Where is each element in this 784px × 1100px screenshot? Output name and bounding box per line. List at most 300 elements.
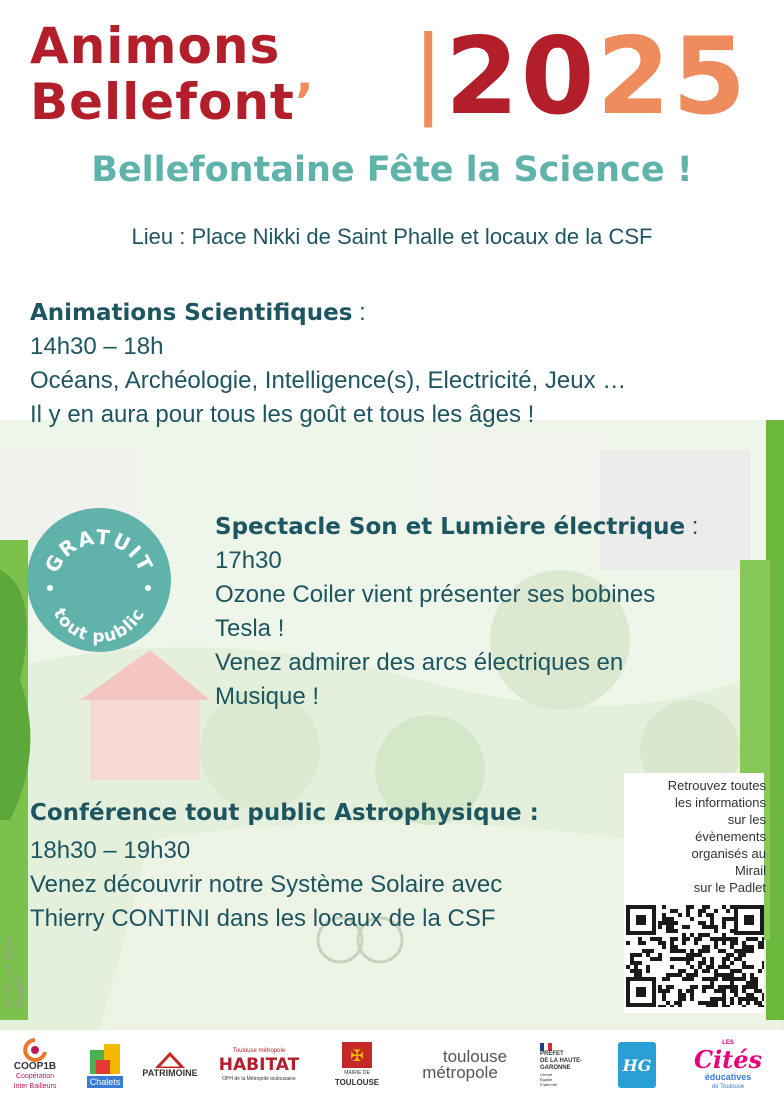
qr-module bbox=[694, 969, 698, 973]
spectacle-line-4: Musique ! bbox=[215, 683, 320, 710]
qr-module bbox=[710, 913, 714, 917]
logo-text-animons: Animons bbox=[30, 17, 281, 75]
qr-module bbox=[730, 941, 734, 945]
page-subtitle: Bellefontaine Fête la Science ! bbox=[91, 150, 693, 190]
qr-module bbox=[718, 997, 722, 1001]
qr-module bbox=[690, 957, 694, 961]
qr-module bbox=[718, 985, 722, 989]
qr-module bbox=[714, 937, 718, 941]
qr-module bbox=[706, 1001, 710, 1005]
qr-module bbox=[746, 937, 750, 941]
svg-text:✠: ✠ bbox=[350, 1046, 364, 1065]
qr-module bbox=[666, 985, 670, 989]
qr-module bbox=[714, 969, 718, 973]
qr-module bbox=[698, 965, 702, 969]
qr-module bbox=[702, 905, 706, 909]
qr-module bbox=[758, 941, 762, 945]
qr-module bbox=[746, 949, 750, 953]
qr-module bbox=[666, 917, 670, 921]
qr-module bbox=[678, 989, 682, 993]
qr-module bbox=[730, 977, 734, 981]
qr-module bbox=[710, 961, 714, 965]
qr-module bbox=[726, 909, 730, 913]
qr-module bbox=[642, 949, 646, 953]
qr-module bbox=[758, 945, 762, 949]
qr-module bbox=[722, 965, 726, 969]
qr-module bbox=[706, 977, 710, 981]
prefet-line-2: DE LA HAUTE- bbox=[540, 1058, 583, 1064]
qr-module bbox=[706, 949, 710, 953]
spectacle-line-3: Venez admirer des arcs électriques en bbox=[215, 649, 624, 676]
section-spectacle-title bbox=[215, 510, 698, 544]
qr-module bbox=[690, 985, 694, 989]
qr-module bbox=[734, 993, 738, 997]
qr-module bbox=[666, 929, 670, 933]
qr-module bbox=[686, 937, 690, 941]
qr-module bbox=[726, 973, 730, 977]
qr-module bbox=[698, 949, 702, 953]
qr-module bbox=[686, 989, 690, 993]
qr-module bbox=[754, 977, 758, 981]
qr-module bbox=[638, 973, 642, 977]
qr-module bbox=[666, 977, 670, 981]
qr-module bbox=[670, 965, 674, 969]
qr-module bbox=[678, 1005, 682, 1007]
qr-module bbox=[730, 985, 734, 989]
qr-module bbox=[726, 957, 730, 961]
spectacle-line-2: Tesla ! bbox=[215, 615, 285, 642]
qr-module bbox=[742, 1005, 746, 1007]
qr-module bbox=[654, 937, 658, 941]
qr-module bbox=[698, 933, 702, 937]
qr-module bbox=[742, 961, 746, 965]
qr-module bbox=[638, 937, 642, 941]
qr-module bbox=[722, 925, 726, 929]
qr-module bbox=[638, 969, 642, 973]
qr-module bbox=[686, 905, 690, 909]
qr-module bbox=[734, 969, 738, 973]
qr-module bbox=[682, 957, 686, 961]
qr-module bbox=[670, 921, 674, 925]
padlet-line-2: les informations bbox=[674, 795, 766, 810]
conference-title: Conférence tout public Astrophysique : bbox=[30, 800, 539, 826]
qr-module bbox=[634, 953, 638, 957]
qr-module bbox=[682, 949, 686, 953]
qr-module bbox=[710, 965, 714, 969]
qr-module bbox=[658, 1005, 662, 1007]
qr-module bbox=[722, 937, 726, 941]
qr-module bbox=[742, 953, 746, 957]
qr-module bbox=[658, 953, 662, 957]
padlet-line-5: organisés au bbox=[691, 846, 766, 861]
animations-title-text: Animations Scientifiques bbox=[30, 300, 353, 326]
qr-module bbox=[686, 909, 690, 913]
qr-module bbox=[678, 957, 682, 961]
partner-toulouse-metropole bbox=[400, 1030, 520, 1100]
habitat-top-label: Toulouse métropole bbox=[232, 1048, 286, 1054]
qr-module bbox=[738, 969, 742, 973]
logo-apostrophe: ’ bbox=[294, 73, 315, 131]
qr-module bbox=[698, 937, 702, 941]
padlet-line-4: évènements bbox=[695, 829, 766, 844]
qr-module bbox=[730, 981, 734, 985]
qr-module bbox=[734, 937, 738, 941]
section-spectacle bbox=[215, 510, 698, 714]
qr-module bbox=[670, 1005, 674, 1007]
qr-module bbox=[742, 997, 746, 1001]
qr-module bbox=[714, 1005, 718, 1007]
habitat-sub: OPH de la Métropole toulousaine bbox=[222, 1076, 296, 1082]
qr-module bbox=[722, 973, 726, 977]
qr-module bbox=[666, 1001, 670, 1005]
qr-module bbox=[714, 929, 718, 933]
qr-module bbox=[650, 957, 654, 961]
credit-line-2: AUGAT bbox=[15, 977, 25, 1008]
patrimoine-name: PATRIMOINE bbox=[142, 1068, 198, 1078]
qr-module bbox=[706, 969, 710, 973]
qr-module bbox=[662, 921, 666, 925]
qr-module bbox=[678, 997, 682, 1001]
qr-module bbox=[750, 965, 754, 969]
qr-module bbox=[734, 989, 738, 993]
qr-module bbox=[734, 985, 738, 989]
qr-module bbox=[738, 977, 742, 981]
qr-module bbox=[714, 909, 718, 913]
qr-module bbox=[662, 977, 666, 981]
qr-module bbox=[682, 993, 686, 997]
qr-module bbox=[634, 973, 638, 977]
qr-module bbox=[742, 973, 746, 977]
qr-module bbox=[730, 937, 734, 941]
qr-module bbox=[722, 905, 726, 909]
qr-module bbox=[750, 981, 754, 985]
free-entry-badge bbox=[27, 508, 171, 652]
qr-module bbox=[682, 941, 686, 945]
illustration-credit bbox=[4, 935, 26, 1007]
qr-module bbox=[706, 945, 710, 949]
chalets-name: Chalets bbox=[87, 1076, 124, 1088]
qr-module bbox=[734, 957, 738, 961]
partner-chalets bbox=[82, 1030, 128, 1100]
qr-module bbox=[638, 961, 642, 965]
qr-module bbox=[694, 985, 698, 989]
badge-dot-left bbox=[47, 585, 53, 591]
qr-module bbox=[710, 957, 714, 961]
qr-module bbox=[722, 949, 726, 953]
qr-module bbox=[690, 953, 694, 957]
qr-module bbox=[718, 937, 722, 941]
qr-module bbox=[702, 945, 706, 949]
spectacle-title-colon: : bbox=[685, 513, 699, 540]
qr-module bbox=[722, 961, 726, 965]
qr-module bbox=[714, 973, 718, 977]
qr-module bbox=[682, 969, 686, 973]
qr-module bbox=[670, 949, 674, 953]
qr-module bbox=[722, 985, 726, 989]
logo-text-bellefont: Bellefont bbox=[30, 73, 295, 131]
qr-module bbox=[722, 1005, 726, 1007]
partner-logos-bar bbox=[0, 1030, 784, 1100]
cites-title: Cités bbox=[693, 1045, 763, 1074]
qr-module bbox=[698, 909, 702, 913]
qr-module bbox=[694, 941, 698, 945]
qr-module bbox=[730, 973, 734, 977]
qr-module bbox=[678, 949, 682, 953]
qr-module bbox=[758, 989, 762, 993]
partner-cites-educatives bbox=[676, 1030, 780, 1100]
qr-module bbox=[718, 989, 722, 993]
qr-module bbox=[746, 993, 750, 997]
qr-module bbox=[706, 1005, 710, 1007]
qr-module bbox=[750, 977, 754, 981]
qr-module bbox=[734, 941, 738, 945]
qr-module bbox=[634, 969, 638, 973]
partner-mairie-toulouse bbox=[324, 1030, 390, 1100]
qr-module bbox=[730, 997, 734, 1001]
qr-module bbox=[686, 913, 690, 917]
qr-module bbox=[666, 921, 670, 925]
qr-module bbox=[630, 969, 634, 973]
qr-module bbox=[662, 913, 666, 917]
qr-module bbox=[722, 977, 726, 981]
qr-module bbox=[714, 1001, 718, 1005]
qr-module bbox=[630, 961, 634, 965]
qr-module bbox=[730, 989, 734, 993]
qr-module bbox=[754, 985, 758, 989]
qr-module bbox=[738, 997, 742, 1001]
coop1b-name: COOP1B bbox=[13, 1061, 57, 1072]
qr-module bbox=[626, 965, 630, 969]
conference-line-2: Thierry CONTINI dans les locaux de la CSF bbox=[30, 905, 496, 932]
year-part-red: 20 bbox=[445, 15, 597, 138]
hg-logo bbox=[618, 1042, 656, 1088]
qr-module bbox=[690, 989, 694, 993]
prefet-line-6: Fraternité bbox=[540, 1082, 558, 1087]
qr-module bbox=[750, 937, 754, 941]
qr-module bbox=[670, 973, 674, 977]
padlet-line-7: sur le Padlet bbox=[693, 880, 766, 895]
section-animations bbox=[30, 296, 626, 432]
prefet-line-1: PRÉFET bbox=[540, 1051, 564, 1057]
qr-module bbox=[722, 989, 726, 993]
qr-module bbox=[642, 941, 646, 945]
qr-module bbox=[702, 949, 706, 953]
qr-module bbox=[722, 1001, 726, 1005]
qr-module bbox=[714, 977, 718, 981]
qr-module bbox=[722, 933, 726, 937]
qr-module bbox=[646, 969, 650, 973]
qr-module bbox=[678, 913, 682, 917]
qr-module bbox=[630, 957, 634, 961]
qr-module bbox=[726, 1005, 730, 1007]
qr-module bbox=[662, 905, 666, 909]
qr-module bbox=[746, 965, 750, 969]
badge-label-gratuit: GRATUIT bbox=[39, 524, 159, 577]
qr-module bbox=[678, 1001, 682, 1005]
qr-module bbox=[686, 961, 690, 965]
qr-module bbox=[750, 997, 754, 1001]
venue-line: Lieu : Place Nikki de Saint Phalle et locaux de la CSF bbox=[131, 224, 653, 249]
cites-sub: éducatives bbox=[704, 1072, 752, 1082]
qr-module bbox=[662, 1005, 666, 1007]
qr-module bbox=[746, 985, 750, 989]
qr-module bbox=[730, 953, 734, 957]
qr-module bbox=[698, 961, 702, 965]
qr-module bbox=[682, 997, 686, 1001]
qr-module bbox=[726, 965, 730, 969]
qr-module bbox=[750, 945, 754, 949]
qr-module bbox=[626, 941, 630, 945]
qr-module bbox=[710, 925, 714, 929]
qr-module bbox=[674, 937, 678, 941]
spectacle-title-text: Spectacle Son et Lumière électrique bbox=[215, 514, 686, 540]
qr-module bbox=[674, 957, 678, 961]
qr-module bbox=[742, 989, 746, 993]
qr-module bbox=[762, 965, 764, 969]
qr-module bbox=[638, 953, 642, 957]
qr-module bbox=[670, 985, 674, 989]
chalets-logo-icon bbox=[88, 1042, 122, 1076]
qr-module bbox=[690, 933, 694, 937]
qr-module bbox=[702, 969, 706, 973]
qr-module bbox=[730, 917, 734, 921]
qr-module bbox=[702, 933, 706, 937]
qr-module bbox=[750, 949, 754, 953]
padlet-qr-code[interactable] bbox=[626, 905, 764, 1007]
spectacle-line-1: Ozone Coiler vient présenter ses bobines bbox=[215, 581, 656, 608]
qr-module bbox=[702, 925, 706, 929]
qr-module bbox=[762, 945, 764, 949]
year-part-orange: 25 bbox=[596, 15, 749, 138]
qr-module bbox=[754, 937, 758, 941]
qr-module bbox=[674, 945, 678, 949]
qr-module bbox=[722, 997, 726, 1001]
qr-module bbox=[714, 989, 718, 993]
partner-prefet bbox=[540, 1030, 598, 1100]
qr-module bbox=[638, 941, 642, 945]
year-heading bbox=[445, 15, 749, 138]
coop1b-sub-1: Coopération bbox=[15, 1073, 55, 1080]
qr-module bbox=[722, 917, 726, 921]
qr-module bbox=[650, 949, 654, 953]
logo-word-animons bbox=[30, 17, 281, 75]
qr-module bbox=[710, 921, 714, 925]
qr-module bbox=[678, 993, 682, 997]
hg-text: HG bbox=[622, 1055, 652, 1075]
qr-module bbox=[682, 933, 686, 937]
qr-module bbox=[678, 973, 682, 977]
qr-module bbox=[710, 985, 714, 989]
qr-module bbox=[754, 1001, 758, 1005]
qr-module bbox=[746, 997, 750, 1001]
qr-module bbox=[674, 921, 678, 925]
qr-module bbox=[682, 925, 686, 929]
qr-module bbox=[710, 997, 714, 1001]
qr-module bbox=[662, 997, 666, 1001]
qr-module bbox=[682, 977, 686, 981]
qr-module bbox=[718, 973, 722, 977]
qr-module bbox=[746, 981, 750, 985]
qr-module bbox=[670, 957, 674, 961]
cites-les: LES bbox=[722, 1040, 734, 1046]
logo-word-bellefont bbox=[30, 73, 315, 131]
qr-module bbox=[730, 1001, 734, 1005]
qr-module bbox=[734, 977, 738, 981]
qr-module bbox=[706, 985, 710, 989]
prefet-line-5: Égalité bbox=[540, 1077, 553, 1082]
qr-module bbox=[702, 1001, 706, 1005]
qr-module bbox=[726, 985, 730, 989]
qr-module bbox=[726, 977, 730, 981]
qr-module bbox=[758, 1001, 762, 1005]
qr-module bbox=[694, 973, 698, 977]
qr-module bbox=[762, 961, 764, 965]
qr-module bbox=[762, 993, 764, 997]
qr-module bbox=[634, 961, 638, 965]
qr-module bbox=[690, 977, 694, 981]
qr-module bbox=[658, 925, 662, 929]
qr-module bbox=[702, 957, 706, 961]
coop1b-sub-2: Inter Bailleurs bbox=[13, 1083, 57, 1090]
qr-module bbox=[746, 945, 750, 949]
qr-module bbox=[646, 965, 650, 969]
qr-module bbox=[714, 997, 718, 1001]
animations-tagline: Il y en aura pour tous les goût et tous les âges ! bbox=[30, 401, 535, 428]
prefet-line-3: GARONNE bbox=[540, 1065, 571, 1071]
qr-module bbox=[634, 965, 638, 969]
qr-module bbox=[670, 917, 674, 921]
qr-module bbox=[694, 953, 698, 957]
qr-module bbox=[710, 937, 714, 941]
qr-module bbox=[662, 917, 666, 921]
qr-module bbox=[742, 985, 746, 989]
qr-module bbox=[690, 993, 694, 997]
partner-habitat bbox=[214, 1030, 304, 1100]
qr-module bbox=[718, 965, 722, 969]
badge-text-ring bbox=[27, 508, 171, 652]
qr-module bbox=[730, 969, 734, 973]
qr-module bbox=[730, 945, 734, 949]
qr-module bbox=[646, 949, 650, 953]
qr-module bbox=[702, 921, 706, 925]
qr-module bbox=[646, 953, 650, 957]
qr-module bbox=[758, 1005, 762, 1007]
qr-module bbox=[722, 957, 726, 961]
qr-module bbox=[658, 989, 662, 993]
prefet-line-4: Liberté bbox=[540, 1072, 553, 1077]
qr-module bbox=[686, 977, 690, 981]
svg-text:GRATUIT bbox=[40, 525, 159, 577]
qr-module bbox=[690, 917, 694, 921]
qr-module bbox=[710, 1005, 714, 1007]
qr-module bbox=[754, 989, 758, 993]
qr-module bbox=[666, 973, 670, 977]
qr-module bbox=[674, 929, 678, 933]
qr-module bbox=[750, 993, 754, 997]
qr-module bbox=[762, 941, 764, 945]
qr-module bbox=[718, 949, 722, 953]
qr-module bbox=[730, 929, 734, 933]
qr-module bbox=[738, 957, 742, 961]
qr-module bbox=[662, 945, 666, 949]
qr-module bbox=[670, 941, 674, 945]
qr-module bbox=[754, 997, 758, 1001]
section-animations-title bbox=[30, 296, 626, 330]
qr-module bbox=[762, 997, 764, 1001]
qr-module bbox=[690, 949, 694, 953]
credit-line-1: Visuel : par Anouk bbox=[4, 935, 14, 1008]
qr-module bbox=[726, 953, 730, 957]
